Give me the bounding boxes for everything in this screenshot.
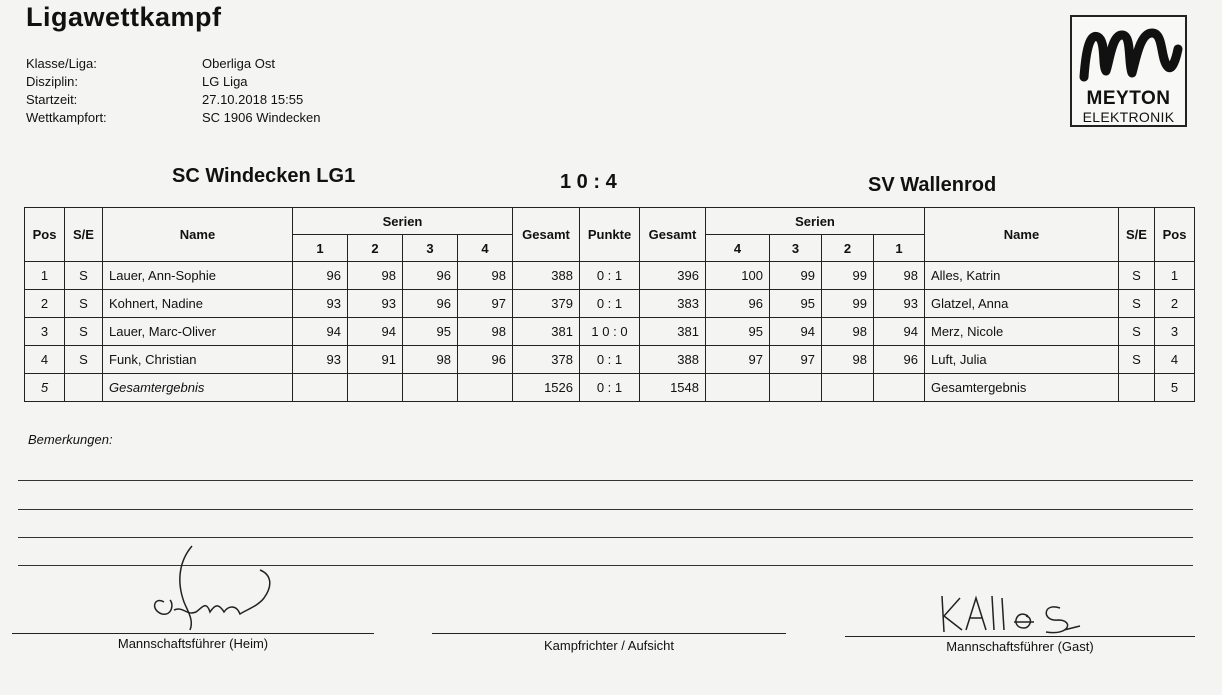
meta-value: 27.10.2018 15:55 (202, 92, 304, 107)
header-gesamt: Gesamt (640, 208, 706, 262)
home-team: SC Windecken LG1 (172, 165, 356, 187)
empty-cell (770, 374, 822, 402)
away-series: 94 (770, 318, 822, 346)
away-series: 98 (822, 346, 874, 374)
away-name: Merz, Nicole (925, 318, 1119, 346)
home-total: 381 (513, 318, 580, 346)
summary-home-label: Gesamtergebnis (103, 374, 293, 402)
away-name: Luft, Julia (925, 346, 1119, 374)
empty-cell (458, 374, 513, 402)
empty-cell (706, 374, 770, 402)
summary-away-label: Gesamtergebnis (925, 374, 1119, 402)
home-pos: 3 (25, 318, 65, 346)
away-series: 94 (874, 318, 925, 346)
home-se: S (65, 290, 103, 318)
home-series: 98 (458, 318, 513, 346)
home-series: 96 (293, 262, 348, 290)
signature-label-guest: Mannschaftsführer (Gast) (946, 639, 1094, 654)
away-series: 93 (874, 290, 925, 318)
away-total: 388 (640, 346, 706, 374)
empty-cell (874, 374, 925, 402)
home-series: 95 (403, 318, 458, 346)
home-total: 388 (513, 262, 580, 290)
home-series: 98 (403, 346, 458, 374)
table-row (25, 290, 1195, 318)
signature-label-home: Mannschaftsführer (Heim) (117, 636, 269, 651)
summary-away-total: 1548 (640, 374, 706, 402)
away-series: 97 (706, 346, 770, 374)
meta-keys (26, 55, 107, 127)
away-pos: 2 (1155, 290, 1195, 318)
empty-cell (822, 374, 874, 402)
meta-value: SC 1906 Windecken (202, 110, 321, 125)
logo-sub: ELEKTRONIK (1082, 109, 1175, 125)
away-se: S (1119, 290, 1155, 318)
remarks-line (18, 509, 1193, 510)
away-name: Glatzel, Anna (925, 290, 1119, 318)
away-series: 99 (822, 290, 874, 318)
home-pos: 1 (25, 262, 65, 290)
header-serien: Serien (293, 208, 513, 235)
home-name: Kohnert, Nadine (103, 290, 293, 318)
summary-home-total: 1526 (513, 374, 580, 402)
meta-value: LG Liga (202, 74, 248, 89)
empty-cell (1119, 374, 1155, 402)
header-se: S/E (1119, 208, 1155, 262)
home-series: 91 (348, 346, 403, 374)
home-signature (140, 540, 290, 635)
home-series: 96 (458, 346, 513, 374)
points: 0 : 1 (580, 346, 640, 374)
signature-line-home (12, 633, 374, 634)
points: 1 0 : 0 (580, 318, 640, 346)
header-pos: Pos (1155, 208, 1195, 262)
remarks-line (18, 480, 1193, 481)
table-row (25, 262, 1195, 290)
away-total: 383 (640, 290, 706, 318)
signature-label-judge: Kampfrichter / Aufsicht (543, 638, 675, 653)
away-pos: 4 (1155, 346, 1195, 374)
away-total: 396 (640, 262, 706, 290)
away-pos: 1 (1155, 262, 1195, 290)
home-series: 96 (403, 290, 458, 318)
home-pos: 2 (25, 290, 65, 318)
points: 0 : 1 (580, 290, 640, 318)
signature-line-guest (845, 636, 1195, 637)
header-series-num: 2 (822, 235, 874, 262)
signature-line-judge (432, 633, 786, 634)
meta-key: Wettkampfort: (26, 110, 107, 125)
header-series-num: 3 (770, 235, 822, 262)
header-name: Name (925, 208, 1119, 262)
home-series: 94 (293, 318, 348, 346)
header-punkte: Punkte (580, 208, 640, 262)
header-series-num: 4 (458, 235, 513, 262)
away-se: S (1119, 318, 1155, 346)
points: 0 : 1 (580, 262, 640, 290)
home-series: 93 (348, 290, 403, 318)
empty-cell (403, 374, 458, 402)
meta-key: Disziplin: (26, 74, 79, 89)
home-pos: 4 (25, 346, 65, 374)
away-series: 98 (822, 318, 874, 346)
meta-key: Startzeit: (26, 92, 78, 107)
away-series: 95 (770, 290, 822, 318)
home-name: Lauer, Ann-Sophie (103, 262, 293, 290)
home-series: 96 (403, 262, 458, 290)
summary-points: 0 : 1 (580, 374, 640, 402)
meta-value: Oberliga Ost (202, 56, 275, 71)
empty-cell (348, 374, 403, 402)
home-se: S (65, 346, 103, 374)
away-se: S (1119, 262, 1155, 290)
away-series: 98 (874, 262, 925, 290)
away-pos: 3 (1155, 318, 1195, 346)
logo-brand: MEYTON (1086, 88, 1171, 109)
home-se: S (65, 262, 103, 290)
away-series: 99 (822, 262, 874, 290)
home-name: Funk, Christian (103, 346, 293, 374)
meta-values (202, 55, 321, 127)
header-serien: Serien (706, 208, 925, 235)
away-se: S (1119, 346, 1155, 374)
home-series: 93 (293, 346, 348, 374)
home-total: 379 (513, 290, 580, 318)
away-series: 96 (706, 290, 770, 318)
away-series: 100 (706, 262, 770, 290)
remarks-label: Bemerkungen: (28, 432, 113, 447)
home-series: 93 (293, 290, 348, 318)
summary-home-pos: 5 (25, 374, 65, 402)
header-se: S/E (65, 208, 103, 262)
empty-cell (65, 374, 103, 402)
home-series: 97 (458, 290, 513, 318)
away-series: 97 (770, 346, 822, 374)
table-row (25, 346, 1195, 374)
header-series-num: 3 (403, 235, 458, 262)
away-series: 95 (706, 318, 770, 346)
header-name: Name (103, 208, 293, 262)
header-series-num: 1 (874, 235, 925, 262)
guest-signature (930, 588, 1090, 638)
home-series: 94 (348, 318, 403, 346)
header-gesamt: Gesamt (513, 208, 580, 262)
meyton-logo (1070, 15, 1187, 127)
away-series: 99 (770, 262, 822, 290)
home-series: 98 (458, 262, 513, 290)
header-pos: Pos (25, 208, 65, 262)
results-table (24, 207, 1195, 402)
away-series: 96 (874, 346, 925, 374)
table-header-row (25, 208, 1195, 235)
remarks-line (18, 537, 1193, 538)
home-series: 98 (348, 262, 403, 290)
home-total: 378 (513, 346, 580, 374)
away-total: 381 (640, 318, 706, 346)
away-name: Alles, Katrin (925, 262, 1119, 290)
summary-row (25, 374, 1195, 402)
empty-cell (293, 374, 348, 402)
home-se: S (65, 318, 103, 346)
away-team: SV Wallenrod (868, 174, 997, 196)
header-series-num: 1 (293, 235, 348, 262)
table-row (25, 318, 1195, 346)
header-series-num: 4 (706, 235, 770, 262)
meyton-m-icon (1072, 19, 1185, 89)
match-score: 1 0 : 4 (560, 171, 617, 193)
summary-away-pos: 5 (1155, 374, 1195, 402)
meta-key: Klasse/Liga: (26, 56, 97, 71)
page-title: Ligawettkampf (26, 2, 222, 32)
home-name: Lauer, Marc-Oliver (103, 318, 293, 346)
header-series-num: 2 (348, 235, 403, 262)
